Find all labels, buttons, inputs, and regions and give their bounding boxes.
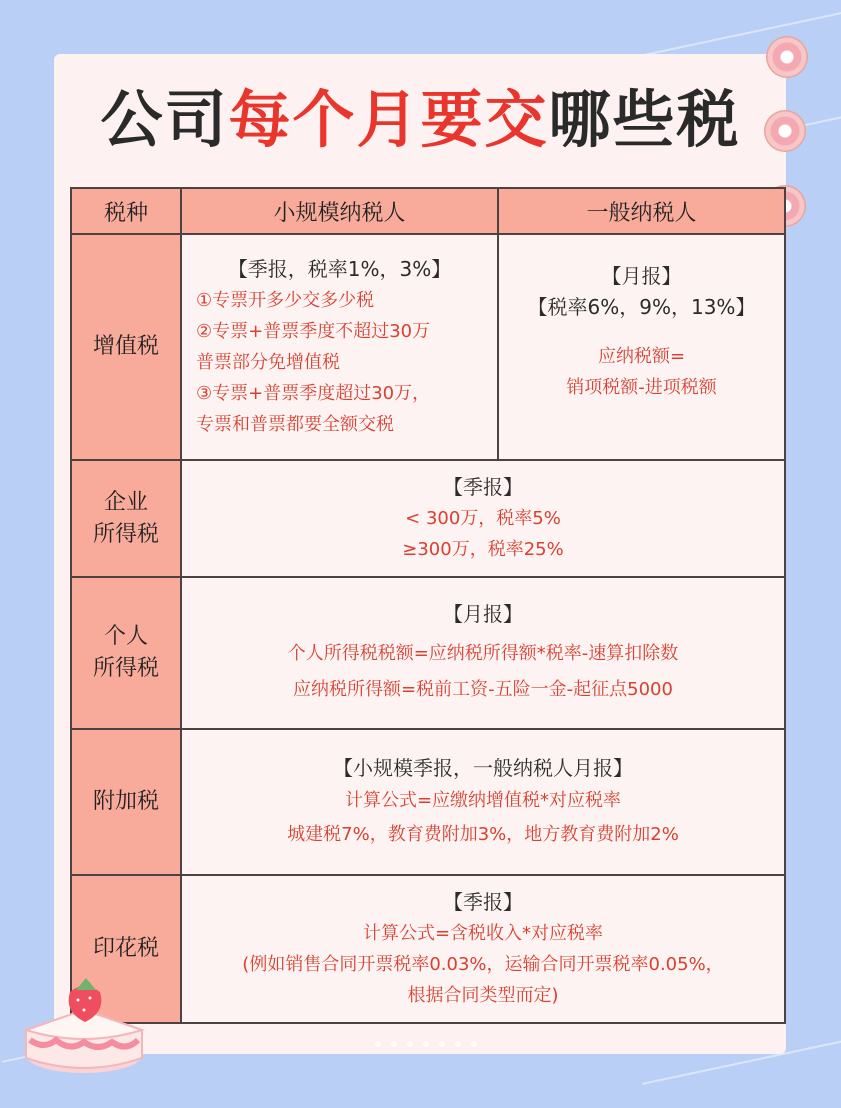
table-header-row <box>71 188 785 234</box>
stamp-line: 计算公式=含税收入*对应税率 <box>362 923 604 944</box>
personal-line: 个人所得税税额=应纳税所得额*税率-速算扣除数 <box>287 642 679 664</box>
category-surcharge-tax: 附加税 <box>71 729 181 875</box>
vat-general-rate: 【税率6%，9%，13%】 <box>527 295 756 319</box>
stamp-period: 【季报】 <box>443 890 523 914</box>
corp-period: 【季报】 <box>443 475 523 499</box>
page-title: 公司每个月要交哪些税 <box>100 83 741 156</box>
stamp-line: 根据合同类型而定) <box>407 985 559 1006</box>
table-row-stamp <box>71 875 785 1023</box>
vat-general-period: 【月报】 <box>601 264 682 288</box>
stamp-cell <box>181 875 785 1023</box>
table-row-surcharge <box>71 729 785 875</box>
vat-general-cell <box>498 234 785 460</box>
vat-small-line: 普票部分免增值税 <box>196 352 340 373</box>
category-vat: 增值税 <box>71 234 181 460</box>
personal-line: 应纳税所得额=税前工资-五险一金-起征点5000 <box>293 678 673 700</box>
vat-small-line: 专票和普票都要全额交税 <box>196 414 394 435</box>
tax-table <box>70 187 786 1024</box>
vat-general-line: 销项税额-进项税额 <box>566 377 717 398</box>
category-corp-income-tax: 企业 所得税 <box>71 460 181 577</box>
vat-small-period: 【季报，税率1%，3%】 <box>227 257 452 281</box>
personal-period: 【月报】 <box>443 601 523 626</box>
corp-line: < 300万，税率5% <box>405 508 561 529</box>
vat-general-line: 应纳税额= <box>597 346 686 367</box>
corp-line: ≥300万，税率25% <box>402 539 564 560</box>
stamp-line: (例如销售合同开票税率0.03%，运输合同开票税率0.05%， <box>242 954 724 975</box>
header-small-taxpayer: 小规模纳税人 <box>181 188 498 234</box>
header-general-taxpayer: 一般纳税人 <box>498 188 785 234</box>
header-tax-type: 税种 <box>71 188 181 234</box>
carousel-dots[interactable] <box>370 1032 482 1051</box>
category-stamp-tax: 印花税 <box>71 875 181 1023</box>
donut-icon <box>764 110 806 152</box>
surcharge-line: 计算公式=应缴纳增值税*对应税率 <box>344 789 622 811</box>
vat-small-cell <box>181 234 498 460</box>
category-personal-income-tax: 个人 所得税 <box>71 577 181 729</box>
strawberry-cake-icon <box>14 960 154 1080</box>
vat-small-line: ①专票开多少交多少税 <box>196 290 375 311</box>
corp-cell <box>181 460 785 577</box>
surcharge-period: 【小规模季报，一般纳税人月报】 <box>333 755 633 780</box>
vat-small-line: ③专票+普票季度超过30万， <box>196 383 431 404</box>
table-row-personal <box>71 577 785 729</box>
personal-cell <box>181 577 785 729</box>
table-row-corp <box>71 460 785 577</box>
surcharge-cell <box>181 729 785 875</box>
donut-icon <box>766 36 808 78</box>
table-row-vat <box>71 234 785 460</box>
vat-small-line: ②专票+普票季度不超过30万 <box>196 321 431 342</box>
surcharge-line: 城建税7%，教育费附加3%，地方教育费附加2% <box>287 823 679 845</box>
